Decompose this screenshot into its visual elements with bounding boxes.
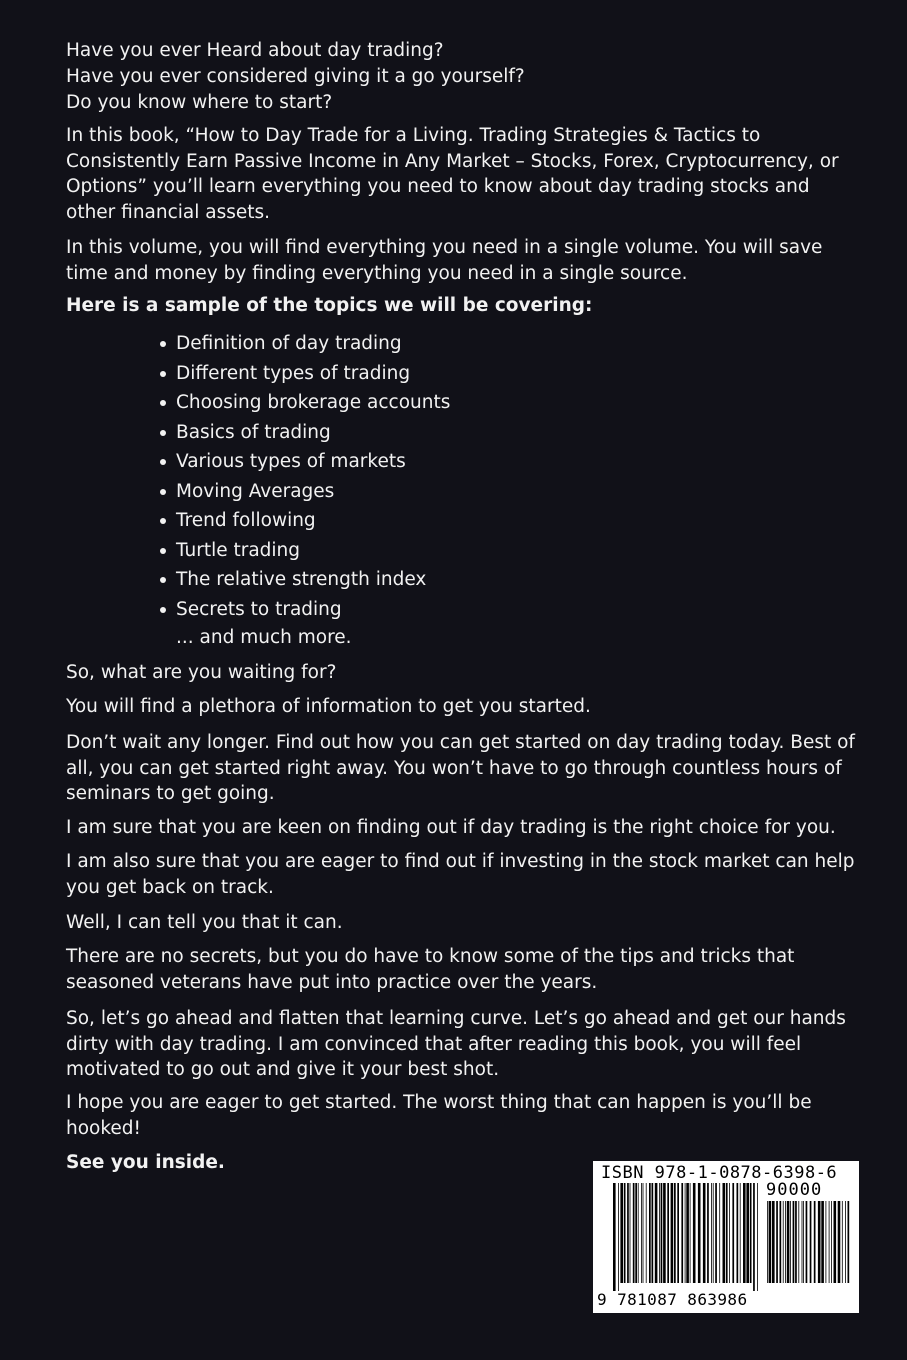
topic-item: Various types of markets <box>158 447 450 477</box>
topic-item: The relative strength index <box>158 565 450 595</box>
barcode-bar <box>652 1183 654 1283</box>
barcode-bar <box>783 1201 784 1283</box>
barcode-bar <box>746 1183 749 1283</box>
addon-barcode-bars <box>767 1201 851 1291</box>
closing-line: See you inside. <box>66 1152 225 1173</box>
ean-digits: 9 781087 863986 <box>597 1290 748 1309</box>
barcode-bar <box>732 1183 734 1283</box>
barcode-bar <box>719 1183 720 1283</box>
barcode-bar <box>630 1183 631 1283</box>
barcode-bar <box>737 1183 739 1283</box>
topic-item: Trend following <box>158 506 450 536</box>
topic-item: Secrets to trading <box>158 595 450 625</box>
barcode-bar <box>715 1183 717 1283</box>
barcode-bar <box>780 1201 782 1283</box>
barcode-bar <box>685 1183 686 1283</box>
barcode-bar <box>686 1183 689 1283</box>
paragraph-learning-curve: So, let’s go ahead and flatten that learning curve. Let’s go ahead and get our hands dirty with day trading. I am convinced that after reading this book, you will feel motivated to go out and give it your best shot. <box>66 1008 846 1080</box>
paragraph-hooked: I hope you are eager to get started. The worst thing that can happen is you’ll be hooked! <box>66 1092 812 1139</box>
barcode-bar <box>795 1201 797 1283</box>
barcode-bar <box>667 1183 669 1283</box>
barcode-bar <box>772 1201 775 1283</box>
isbn-label: ISBN 978-1-0878-6398-6 <box>601 1163 838 1183</box>
topic-item: Basics of trading <box>158 418 450 448</box>
paragraph-eager: I am also sure that you are eager to find out if investing in the stock market can help you get back on track. <box>66 851 855 898</box>
topic-item: Definition of day trading <box>158 329 450 359</box>
topic-item: Choosing brokerage accounts <box>158 388 450 418</box>
barcode-bar <box>726 1183 728 1283</box>
barcode-bar <box>793 1201 795 1283</box>
barcode-bar <box>698 1183 701 1283</box>
barcode-bar <box>740 1183 741 1283</box>
paragraph-dont-wait: Don’t wait any longer. Find out how you can get started on day trading today. Best of all, you can get started right away. You won’t have to go through countless hours of seminars to get going. <box>66 732 855 804</box>
barcode-bar <box>659 1183 660 1283</box>
barcode-bar <box>646 1183 647 1283</box>
barcode-bar <box>677 1183 679 1283</box>
paragraph-volume: In this volume, you will find everything you need in a single volume. You will save time and money by finding everything you need in a single source. <box>66 237 823 284</box>
barcode-bar <box>848 1201 850 1283</box>
barcode-bar <box>711 1183 712 1283</box>
barcode-bar <box>829 1201 830 1283</box>
topic-item: Moving Averages <box>158 477 450 507</box>
barcode-bar <box>723 1183 726 1283</box>
barcode-bar <box>845 1201 846 1283</box>
barcode-bar <box>826 1201 827 1283</box>
barcode-bar <box>643 1183 644 1283</box>
ean-barcode-bars <box>613 1183 759 1291</box>
barcode-bar <box>798 1201 799 1283</box>
paragraph-it-can: Well, I can tell you that it can. <box>66 912 343 933</box>
paragraph-no-secrets: There are no secrets, but you do have to know some of the tips and tricks that seasoned veterans have put into practice over the years. <box>66 946 795 993</box>
barcode-bar <box>750 1183 752 1283</box>
barcode-bar <box>707 1183 709 1283</box>
barcode-bar <box>638 1183 639 1283</box>
intro-line-3: Do you know where to start? <box>66 92 333 113</box>
barcode-bar <box>620 1183 623 1283</box>
barcode-bar <box>729 1183 730 1283</box>
barcode-bar <box>814 1201 816 1283</box>
barcode-bar <box>641 1183 642 1283</box>
barcode-bar <box>627 1183 629 1283</box>
barcode-bar <box>613 1183 616 1291</box>
barcode-bar <box>753 1183 755 1291</box>
barcode-bar <box>703 1183 706 1283</box>
barcode-bar <box>743 1183 746 1283</box>
barcode-bar <box>810 1201 812 1283</box>
intro-line-2: Have you ever considered giving it a go yourself? <box>66 66 525 87</box>
barcode-bar <box>834 1201 837 1283</box>
topics-more: ... and much more. <box>176 627 352 648</box>
barcode-bar <box>624 1183 626 1283</box>
barcode-bar <box>806 1201 808 1283</box>
barcode-bar <box>802 1201 803 1283</box>
barcode-bar <box>663 1183 666 1283</box>
paragraph-keen: I am sure that you are keen on finding out if day trading is the right choice for you. <box>66 817 836 838</box>
barcode-bar <box>618 1183 619 1291</box>
paragraph-waiting: So, what are you waiting for? <box>66 662 337 683</box>
topic-item: Different types of trading <box>158 359 450 389</box>
barcode-bar <box>661 1183 663 1283</box>
barcode-bar <box>769 1201 772 1283</box>
barcode-bar <box>681 1183 683 1283</box>
addon-code: 90000 <box>766 1180 823 1200</box>
barcode-bar <box>842 1201 843 1283</box>
paragraph-book: In this book, “How to Day Trade for a Living. Trading Strategies & Tactics to Consistently Earn Passive Income in Any Market – Stocks, Forex, Cryptocurrency, or Options” you’ll learn everything you need to know about day trading stocks and other financial assets. <box>66 125 839 223</box>
barcode-bar <box>655 1183 658 1283</box>
barcode-bar <box>671 1183 674 1283</box>
barcode-bar <box>787 1201 790 1283</box>
paragraph-plethora: You will find a plethora of information to get you started. <box>66 696 591 717</box>
barcode-bar <box>821 1201 824 1283</box>
barcode-bar <box>633 1183 635 1283</box>
barcode-bar <box>790 1201 791 1283</box>
barcode-bar <box>831 1201 832 1283</box>
barcode-bar <box>674 1183 676 1283</box>
barcode-bar <box>818 1201 821 1283</box>
barcode-bar <box>776 1201 778 1283</box>
barcode-bar <box>803 1201 804 1283</box>
isbn-barcode <box>593 1161 859 1313</box>
topic-item: Turtle trading <box>158 536 450 566</box>
barcode-bar <box>635 1183 637 1283</box>
barcode-bar <box>690 1183 691 1283</box>
intro-line-1: Have you ever Heard about day trading? <box>66 40 444 61</box>
topics-list <box>158 329 450 624</box>
barcode-bar <box>713 1183 714 1283</box>
barcode-bar <box>785 1201 786 1283</box>
topics-heading: Here is a sample of the topics we will be covering: <box>66 295 593 316</box>
barcode-bar <box>838 1201 841 1283</box>
barcode-bar <box>693 1183 696 1283</box>
barcode-bar <box>757 1183 758 1291</box>
barcode-bar <box>767 1201 768 1283</box>
barcode-bar <box>649 1183 651 1283</box>
